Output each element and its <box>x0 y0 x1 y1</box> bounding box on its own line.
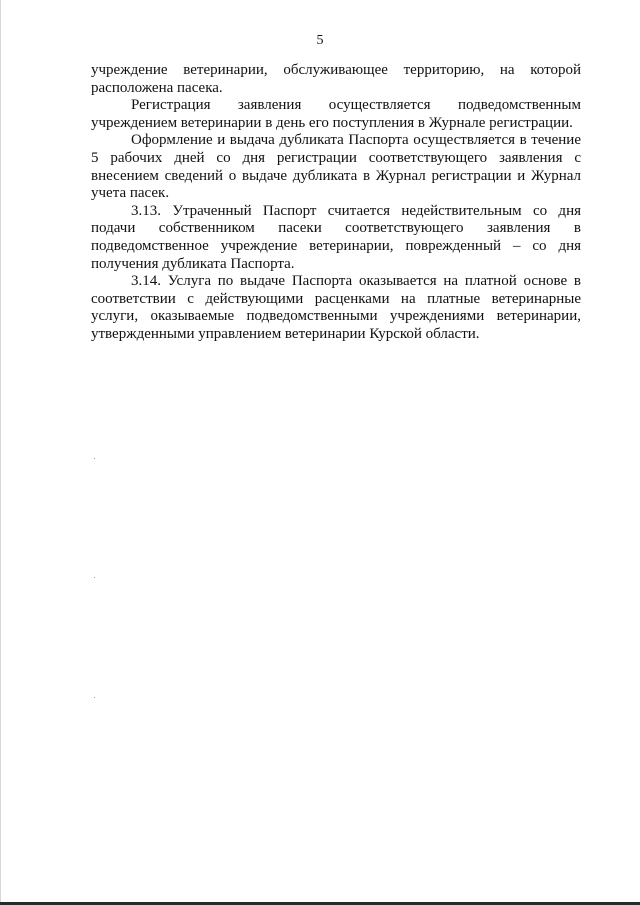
paragraph-continuation: учреждение ветеринарии, обслуживающее территорию, на которой расположена пасека. <box>91 62 581 96</box>
scan-speck <box>94 577 95 578</box>
paragraph-registration: Регистрация заявления осуществляется подведомственным учреждением ветеринарии в день его поступления в Журнале регистрации. <box>91 97 581 131</box>
page-number: 5 <box>316 33 324 48</box>
scan-speck <box>94 697 95 698</box>
scan-left-edge <box>0 0 1 905</box>
document-body <box>91 62 581 344</box>
paragraph-duplicate-issue: Оформление и выдача дубликата Паспорта осуществляется в течение 5 рабочих дней со дня регистрации соответствующего заявления с внесением сведений о выдаче дубликата в Журнал регистрации и Журнал учета пасек. <box>91 132 581 202</box>
paragraph-section-3-14: 3.14. Услуга по выдаче Паспорта оказывается на платной основе в соответствии с действующими расценками на платные ветеринарные услуги, оказываемые подведомственными учреждениями ветеринарии, утвержденными управлением ветеринарии Курской области. <box>91 273 581 342</box>
paragraph-section-3-13: 3.13. Утраченный Паспорт считается недействительным со дня подачи собственником пасеки соответствующего заявления в подведомственное учреждение ветеринарии, поврежденный – со дня получения дубликата Паспорта. <box>91 202 581 272</box>
scan-speck <box>94 458 95 459</box>
